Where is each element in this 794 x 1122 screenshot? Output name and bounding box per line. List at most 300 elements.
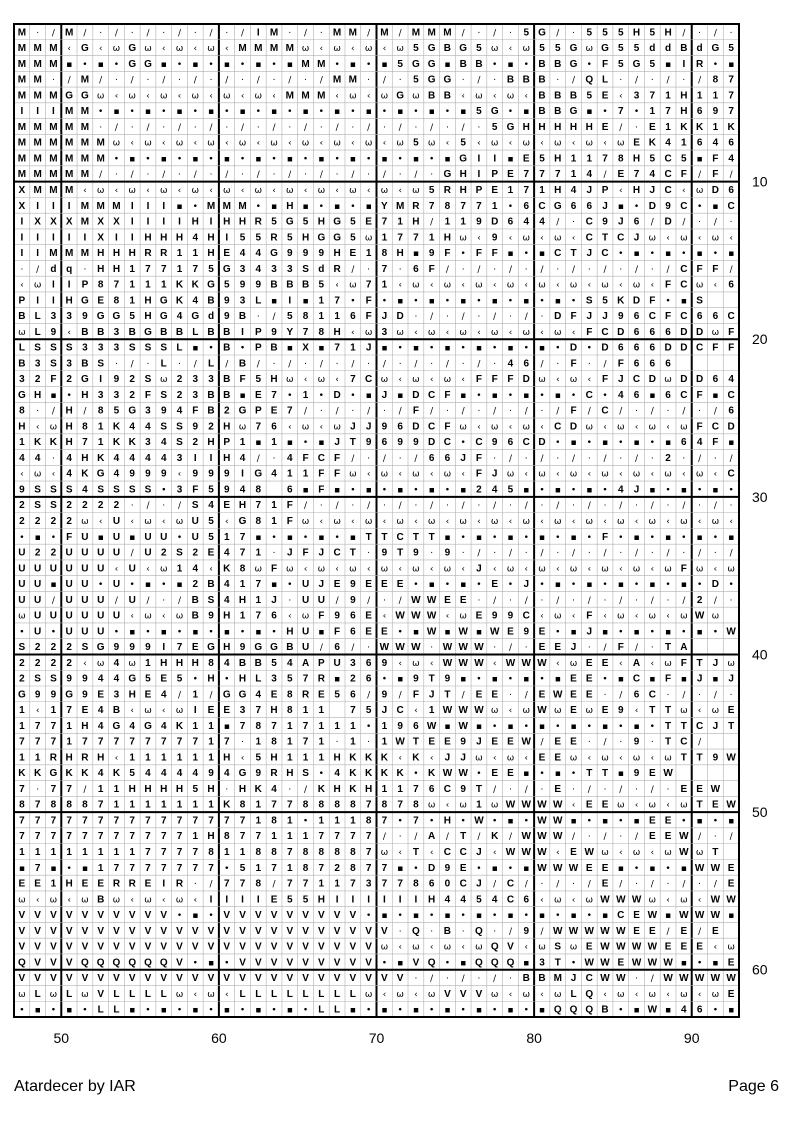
stitch-symbol: F bbox=[476, 248, 482, 259]
stitch-symbol: ω bbox=[538, 943, 546, 953]
stitch-symbol: S bbox=[129, 343, 136, 354]
stitch-symbol: F bbox=[602, 532, 608, 543]
stitch-symbol: ▪ bbox=[287, 344, 293, 354]
stitch-symbol: 4 bbox=[129, 421, 135, 432]
stitch-symbol: 7 bbox=[66, 831, 72, 842]
stitch-symbol: 7 bbox=[35, 863, 41, 874]
stitch-symbol: • bbox=[618, 533, 623, 543]
stitch-symbol: • bbox=[287, 580, 292, 590]
stitch-symbol: ω bbox=[664, 659, 672, 669]
stitch-symbol: ∕ bbox=[99, 170, 103, 180]
stitch-symbol: 7 bbox=[350, 879, 356, 890]
stitch-symbol: 8 bbox=[382, 248, 388, 259]
stitch-symbol: 4 bbox=[161, 721, 167, 732]
stitch-symbol: W bbox=[616, 926, 626, 937]
stitch-symbol: ∕ bbox=[714, 501, 718, 511]
stitch-symbol: ∕ bbox=[477, 359, 481, 369]
stitch-symbol: ▪ bbox=[413, 249, 419, 259]
stitch-symbol: 1 bbox=[697, 90, 703, 101]
stitch-symbol: L bbox=[318, 1005, 324, 1016]
stitch-symbol: M bbox=[18, 122, 26, 133]
stitch-symbol: • bbox=[397, 154, 402, 164]
stitch-symbol: G bbox=[286, 217, 294, 228]
stitch-symbol: ω bbox=[207, 139, 215, 149]
stitch-symbol: E bbox=[665, 815, 672, 826]
stitch-symbol: ‹ bbox=[272, 186, 276, 196]
stitch-symbol: F bbox=[618, 358, 624, 369]
stitch-symbol: ∕ bbox=[667, 927, 671, 937]
stitch-symbol: B bbox=[601, 1005, 608, 1016]
stitch-symbol: V bbox=[129, 910, 136, 921]
stitch-symbol: H bbox=[270, 705, 277, 716]
stitch-symbol: ▪ bbox=[350, 154, 356, 164]
stitch-symbol: C bbox=[664, 153, 671, 164]
stitch-symbol: 9 bbox=[492, 437, 498, 448]
stitch-symbol: • bbox=[382, 675, 387, 685]
stitch-symbol: • bbox=[461, 911, 466, 921]
stitch-symbol: • bbox=[224, 958, 229, 968]
stitch-symbol: ‹ bbox=[509, 328, 513, 338]
stitch-symbol: V bbox=[97, 942, 104, 953]
stitch-symbol: 7 bbox=[66, 705, 72, 716]
stitch-symbol: E bbox=[665, 831, 672, 842]
stitch-symbol: 8 bbox=[240, 800, 246, 811]
stitch-symbol: M bbox=[18, 153, 26, 164]
stitch-symbol: 9 bbox=[413, 674, 419, 685]
stitch-symbol: · bbox=[194, 880, 197, 890]
stitch-symbol: M bbox=[33, 90, 41, 101]
stitch-symbol: H bbox=[192, 217, 199, 228]
stitch-symbol: E bbox=[365, 217, 372, 228]
stitch-symbol: ‹ bbox=[651, 470, 655, 480]
stitch-symbol: D bbox=[649, 201, 656, 212]
stitch-symbol: ▪ bbox=[444, 1006, 450, 1016]
stitch-symbol: U bbox=[66, 611, 73, 622]
stitch-symbol: ‹ bbox=[367, 186, 371, 196]
stitch-symbol: F bbox=[728, 327, 734, 338]
stitch-symbol: ▪ bbox=[413, 627, 419, 637]
stitch-symbol: 4 bbox=[240, 453, 246, 464]
stitch-symbol: 9 bbox=[460, 784, 466, 795]
stitch-symbol: 7 bbox=[303, 879, 309, 890]
stitch-symbol: ‹ bbox=[461, 470, 465, 480]
stitch-symbol: · bbox=[667, 785, 670, 795]
stitch-symbol: P bbox=[491, 169, 498, 180]
stitch-symbol: · bbox=[572, 596, 575, 606]
stitch-symbol: W bbox=[648, 942, 658, 953]
stitch-symbol: ω bbox=[554, 706, 562, 716]
stitch-symbol: C bbox=[444, 437, 451, 448]
stitch-symbol: K bbox=[81, 469, 89, 480]
stitch-symbol: 9 bbox=[192, 421, 198, 432]
stitch-symbol: C bbox=[318, 453, 325, 464]
stitch-symbol: ▪ bbox=[429, 580, 435, 590]
stitch-symbol: ∕ bbox=[367, 28, 371, 38]
stitch-symbol: · bbox=[383, 596, 386, 606]
stitch-symbol: · bbox=[462, 549, 465, 559]
stitch-symbol: • bbox=[713, 1006, 718, 1016]
stitch-symbol: • bbox=[193, 202, 198, 212]
stitch-symbol: • bbox=[334, 154, 339, 164]
stitch-symbol: 4 bbox=[445, 894, 451, 905]
stitch-symbol: F bbox=[334, 469, 340, 480]
stitch-symbol: B bbox=[223, 374, 230, 385]
stitch-symbol: • bbox=[303, 438, 308, 448]
stitch-symbol: ▪ bbox=[507, 911, 513, 921]
stitch-symbol: • bbox=[587, 911, 592, 921]
stitch-symbol: I bbox=[52, 201, 55, 212]
stitch-symbol: 3 bbox=[192, 390, 198, 401]
stitch-symbol: · bbox=[304, 76, 307, 86]
stitch-symbol: Q bbox=[113, 957, 121, 968]
stitch-symbol: 6 bbox=[397, 421, 403, 432]
stitch-symbol: ∕ bbox=[430, 218, 434, 228]
stitch-symbol: 7 bbox=[19, 831, 25, 842]
stitch-symbol: 7 bbox=[192, 863, 198, 874]
stitch-symbol: 1 bbox=[445, 217, 451, 228]
stitch-symbol: · bbox=[730, 690, 733, 700]
stitch-symbol: • bbox=[602, 391, 607, 401]
stitch-symbol: C bbox=[601, 406, 608, 417]
stitch-symbol: • bbox=[524, 60, 529, 70]
stitch-symbol: 5 bbox=[413, 75, 419, 86]
stitch-symbol: • bbox=[508, 864, 513, 874]
stitch-symbol: 4 bbox=[114, 453, 120, 464]
stitch-symbol: V bbox=[239, 942, 246, 953]
stitch-symbol: ▪ bbox=[712, 675, 718, 685]
stitch-symbol: ▪ bbox=[712, 202, 718, 212]
stitch-symbol: ω bbox=[507, 470, 515, 480]
stitch-symbol: G bbox=[65, 90, 73, 101]
stitch-symbol: L bbox=[19, 343, 25, 354]
stitch-symbol: V bbox=[286, 942, 293, 953]
stitch-symbol: B bbox=[286, 280, 293, 291]
stitch-symbol: 1 bbox=[177, 800, 183, 811]
stitch-symbol: 5 bbox=[350, 217, 356, 228]
stitch-symbol: 6 bbox=[350, 626, 356, 637]
stitch-symbol: H bbox=[397, 248, 404, 259]
stitch-symbol: 1 bbox=[240, 579, 246, 590]
stitch-symbol: V bbox=[271, 942, 278, 953]
stitch-symbol: ω bbox=[491, 139, 499, 149]
stitch-symbol: 4 bbox=[571, 185, 577, 196]
stitch-symbol: 7 bbox=[35, 831, 41, 842]
stitch-symbol: ∕ bbox=[351, 643, 355, 653]
stitch-symbol: 6 bbox=[445, 453, 451, 464]
stitch-symbol: R bbox=[129, 879, 137, 890]
stitch-symbol: · bbox=[210, 170, 213, 180]
stitch-symbol: H bbox=[333, 327, 340, 338]
stitch-symbol: E bbox=[570, 705, 577, 716]
stitch-symbol: • bbox=[476, 391, 481, 401]
stitch-symbol: 4 bbox=[98, 721, 104, 732]
stitch-symbol: • bbox=[161, 485, 166, 495]
stitch-symbol: F bbox=[697, 421, 703, 432]
stitch-symbol: • bbox=[429, 816, 434, 826]
stitch-symbol: 9 bbox=[271, 327, 277, 338]
stitch-symbol: 1 bbox=[350, 721, 356, 732]
stitch-symbol: U bbox=[18, 548, 25, 559]
stitch-symbol: 1 bbox=[319, 879, 325, 890]
stitch-symbol: 9 bbox=[413, 548, 419, 559]
stitch-symbol: E bbox=[223, 705, 230, 716]
stitch-symbol: 5 bbox=[287, 311, 293, 322]
stitch-symbol: • bbox=[571, 769, 576, 779]
stitch-symbol: 6 bbox=[697, 106, 703, 117]
stitch-symbol: T bbox=[681, 721, 687, 732]
stitch-symbol: 1 bbox=[382, 737, 388, 748]
stitch-symbol: V bbox=[302, 942, 309, 953]
stitch-symbol: M bbox=[33, 138, 41, 149]
stitch-symbol: • bbox=[508, 675, 513, 685]
stitch-symbol: ∕ bbox=[540, 454, 544, 464]
stitch-symbol: W bbox=[443, 705, 453, 716]
stitch-symbol: ω bbox=[50, 895, 58, 905]
stitch-symbol: K bbox=[176, 280, 184, 291]
stitch-symbol: I bbox=[336, 894, 339, 905]
stitch-symbol: L bbox=[271, 989, 277, 1000]
stitch-symbol: • bbox=[319, 391, 324, 401]
stitch-symbol: V bbox=[271, 973, 278, 984]
stitch-symbol: ω bbox=[696, 186, 704, 196]
stitch-symbol: ▪ bbox=[161, 154, 167, 164]
stitch-symbol: ∕ bbox=[714, 690, 718, 700]
stitch-symbol: W bbox=[695, 863, 705, 874]
stitch-symbol: · bbox=[446, 123, 449, 133]
stitch-symbol: V bbox=[66, 957, 73, 968]
stitch-symbol: C bbox=[633, 674, 640, 685]
stitch-symbol: ∕ bbox=[509, 549, 513, 559]
stitch-symbol: ∕ bbox=[52, 596, 56, 606]
stitch-symbol: M bbox=[18, 59, 26, 70]
stitch-symbol: ∕ bbox=[651, 785, 655, 795]
stitch-symbol: • bbox=[618, 438, 623, 448]
stitch-symbol: · bbox=[682, 549, 685, 559]
stitch-symbol: V bbox=[381, 973, 388, 984]
stitch-symbol: I bbox=[194, 705, 197, 716]
stitch-symbol: V bbox=[145, 973, 152, 984]
stitch-symbol: F bbox=[444, 390, 450, 401]
stitch-symbol: S bbox=[696, 295, 703, 306]
stitch-symbol: 8 bbox=[256, 516, 262, 527]
stitch-symbol: ω bbox=[144, 895, 152, 905]
stitch-symbol: 6 bbox=[634, 327, 640, 338]
stitch-symbol: 4 bbox=[192, 295, 198, 306]
stitch-symbol: ▪ bbox=[303, 296, 309, 306]
stitch-symbol: ‹ bbox=[556, 564, 560, 574]
stitch-symbol: W bbox=[537, 847, 547, 858]
stitch-symbol: C bbox=[523, 611, 530, 622]
stitch-symbol: F bbox=[618, 642, 624, 653]
stitch-symbol: 8 bbox=[319, 327, 325, 338]
stitch-symbol: 1 bbox=[224, 847, 230, 858]
stitch-symbol: ω bbox=[554, 233, 562, 243]
stitch-symbol: 6 bbox=[728, 138, 734, 149]
stitch-symbol: ‹ bbox=[651, 659, 655, 669]
stitch-symbol: 2 bbox=[35, 374, 41, 385]
stitch-symbol: • bbox=[224, 864, 229, 874]
stitch-symbol: • bbox=[366, 722, 371, 732]
stitch-symbol: ω bbox=[538, 281, 546, 291]
stitch-symbol: ω bbox=[160, 564, 168, 574]
stitch-symbol: E bbox=[602, 800, 609, 811]
stitch-symbol: • bbox=[413, 769, 418, 779]
stitch-symbol: 3 bbox=[114, 343, 120, 354]
stitch-symbol: • bbox=[461, 1006, 466, 1016]
stitch-symbol: E bbox=[491, 768, 498, 779]
stitch-symbol: U bbox=[34, 563, 41, 574]
stitch-symbol: • bbox=[208, 911, 213, 921]
stitch-symbol: G bbox=[128, 406, 136, 417]
stitch-symbol: L bbox=[287, 989, 293, 1000]
stitch-symbol: ‹ bbox=[83, 659, 87, 669]
stitch-symbol: V bbox=[223, 942, 230, 953]
stitch-symbol: F bbox=[444, 421, 450, 432]
stitch-symbol: 5 bbox=[460, 138, 466, 149]
stitch-symbol: 4 bbox=[256, 248, 262, 259]
stitch-symbol: ▪ bbox=[145, 107, 151, 117]
stitch-symbol: 9 bbox=[429, 248, 435, 259]
stitch-symbol: ∕ bbox=[146, 501, 150, 511]
stitch-symbol: • bbox=[397, 1006, 402, 1016]
stitch-symbol: U bbox=[97, 626, 104, 637]
stitch-symbol: · bbox=[288, 785, 291, 795]
stitch-symbol: 1 bbox=[240, 847, 246, 858]
stitch-symbol: M bbox=[81, 169, 89, 180]
stitch-symbol: ▪ bbox=[397, 391, 403, 401]
stitch-symbol: ▪ bbox=[649, 675, 655, 685]
stitch-symbol: H bbox=[554, 185, 561, 196]
stitch-symbol: 4 bbox=[287, 658, 293, 669]
stitch-symbol: 1 bbox=[114, 847, 120, 858]
stitch-symbol: 8 bbox=[350, 847, 356, 858]
stitch-symbol: ‹ bbox=[714, 281, 718, 291]
stitch-symbol: ▪ bbox=[460, 107, 466, 117]
stitch-symbol: H bbox=[633, 27, 640, 38]
stitch-symbol: F bbox=[712, 169, 718, 180]
stitch-symbol: · bbox=[336, 170, 339, 180]
stitch-symbol: W bbox=[380, 642, 390, 653]
stitch-symbol: ▪ bbox=[681, 485, 687, 495]
stitch-symbol: • bbox=[571, 391, 576, 401]
stitch-symbol: 7 bbox=[539, 169, 545, 180]
stitch-symbol: R bbox=[255, 217, 263, 228]
stitch-symbol: ‹ bbox=[509, 139, 513, 149]
stitch-symbol: 5 bbox=[208, 516, 214, 527]
stitch-symbol: D bbox=[696, 374, 703, 385]
stitch-symbol: · bbox=[493, 76, 496, 86]
stitch-symbol: • bbox=[713, 533, 718, 543]
stitch-symbol: 3 bbox=[271, 264, 277, 275]
stitch-symbol: · bbox=[367, 454, 370, 464]
stitch-symbol: B bbox=[255, 658, 262, 669]
stitch-symbol: ‹ bbox=[351, 328, 355, 338]
stitch-symbol: ω bbox=[302, 139, 310, 149]
stitch-symbol: 7 bbox=[66, 815, 72, 826]
stitch-symbol: 1 bbox=[98, 437, 104, 448]
stitch-symbol: ω bbox=[428, 990, 436, 1000]
stitch-symbol: M bbox=[333, 27, 341, 38]
stitch-symbol: ∕ bbox=[414, 832, 418, 842]
stitch-symbol: ∕ bbox=[682, 407, 686, 417]
stitch-symbol: · bbox=[651, 643, 654, 653]
stitch-symbol: • bbox=[508, 391, 513, 401]
stitch-symbol: 7 bbox=[177, 815, 183, 826]
stitch-symbol: 1 bbox=[19, 721, 25, 732]
stitch-symbol: 8 bbox=[382, 800, 388, 811]
stitch-symbol: M bbox=[427, 27, 435, 38]
stitch-symbol: 1 bbox=[51, 847, 57, 858]
stitch-symbol: 9 bbox=[224, 469, 230, 480]
stitch-symbol: 7 bbox=[224, 737, 230, 748]
stitch-symbol: I bbox=[399, 894, 402, 905]
stitch-symbol: ▪ bbox=[697, 627, 703, 637]
stitch-symbol: I bbox=[52, 295, 55, 306]
stitch-symbol: • bbox=[618, 1006, 623, 1016]
stitch-symbol: M bbox=[301, 90, 309, 101]
stitch-symbol: P bbox=[255, 327, 262, 338]
stitch-symbol: ‹ bbox=[383, 44, 387, 54]
stitch-symbol: P bbox=[82, 280, 89, 291]
page-indicator bbox=[728, 1078, 779, 1096]
stitch-symbol: ▪ bbox=[255, 438, 261, 448]
stitch-symbol: ω bbox=[286, 186, 294, 196]
stitch-symbol: E bbox=[633, 926, 640, 937]
stitch-symbol: · bbox=[619, 832, 622, 842]
stitch-symbol: • bbox=[539, 296, 544, 306]
stitch-symbol: H bbox=[523, 122, 530, 133]
stitch-symbol: · bbox=[20, 265, 23, 275]
stitch-symbol: ▪ bbox=[287, 60, 293, 70]
stitch-symbol: ▪ bbox=[555, 769, 561, 779]
stitch-symbol: E bbox=[602, 658, 609, 669]
stitch-symbol: ‹ bbox=[587, 753, 591, 763]
stitch-symbol: · bbox=[525, 265, 528, 275]
stitch-symbol: ▪ bbox=[334, 202, 340, 212]
stitch-symbol: ∕ bbox=[682, 218, 686, 228]
stitch-symbol: ω bbox=[696, 564, 704, 574]
stitch-symbol: ▪ bbox=[429, 107, 435, 117]
stitch-symbol: 2 bbox=[192, 437, 198, 448]
stitch-symbol: 7 bbox=[350, 374, 356, 385]
stitch-symbol: D bbox=[538, 437, 545, 448]
stitch-symbol: 7 bbox=[161, 737, 167, 748]
stitch-symbol: • bbox=[271, 60, 276, 70]
stitch-symbol: ∕ bbox=[493, 407, 497, 417]
stitch-symbol: ▪ bbox=[555, 485, 561, 495]
stitch-symbol: 5 bbox=[303, 217, 309, 228]
stitch-symbol: W bbox=[553, 831, 563, 842]
stitch-symbol: • bbox=[650, 533, 655, 543]
stitch-symbol: ∕ bbox=[588, 785, 592, 795]
stitch-symbol: F bbox=[649, 295, 655, 306]
stitch-symbol: · bbox=[367, 170, 370, 180]
stitch-symbol: U bbox=[81, 548, 88, 559]
stitch-symbol: J bbox=[602, 201, 608, 212]
stitch-symbol: • bbox=[618, 722, 623, 732]
stitch-symbol: J bbox=[287, 548, 293, 559]
stitch-symbol: H bbox=[460, 185, 467, 196]
stitch-symbol: 6 bbox=[650, 327, 656, 338]
stitch-symbol: G bbox=[18, 689, 26, 700]
stitch-symbol: 1 bbox=[476, 800, 482, 811]
stitch-symbol: U bbox=[318, 595, 325, 606]
stitch-symbol: V bbox=[129, 973, 136, 984]
stitch-symbol: ω bbox=[381, 375, 389, 385]
stitch-symbol: C bbox=[601, 327, 608, 338]
stitch-symbol: V bbox=[271, 910, 278, 921]
stitch-symbol: ▪ bbox=[602, 627, 608, 637]
